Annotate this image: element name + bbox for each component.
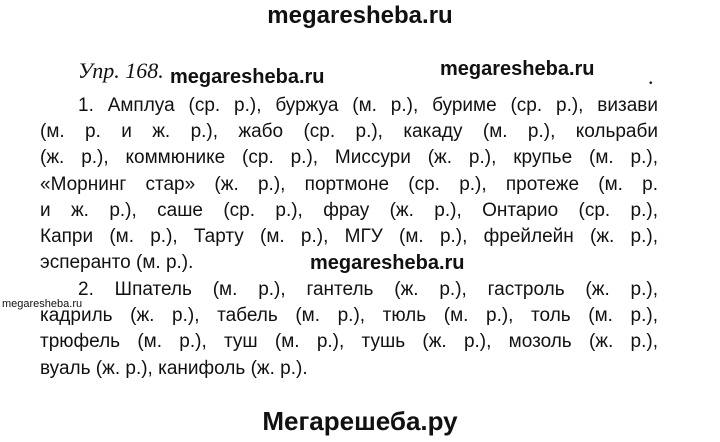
exercise-heading: Упр. 168. (78, 58, 164, 83)
text-line-6: Капри (м. р.), Тарту (м. р.), МГУ (м. р.), фрейлейн (ж. р.), (40, 226, 658, 247)
watermark-inline-a: megaresheba.ru (170, 66, 325, 88)
text-line-4: «Морнинг стар» (ж. р.), портмоне (ср. р.), протеже (м. р. (40, 174, 658, 195)
watermark-inline-b: megaresheba.ru (440, 58, 595, 80)
text-line-8: 2. Шпатель (м. р.), гантель (ж. р.), гастроль (ж. р.), (78, 279, 658, 300)
stray-dot: . (648, 64, 654, 89)
text-line-9: кадриль (ж. р.), табель (м. р.), тюль (м. р.), толь (м. р.), (40, 305, 658, 326)
text-line-10: трюфель (м. р.), туш (м. р.), тушь (ж. р.), мозоль (ж. р.), (40, 331, 658, 352)
text-line-11: вуаль (ж. р.), канифоль (ж. р.). (40, 358, 308, 379)
text-line-5: и ж. р.), саше (ср. р.), фрау (ж. р.), Онтарио (ср. р.), (40, 200, 658, 221)
watermark-bottom: Мегарешеба.ру (262, 406, 458, 436)
text-line-1: 1. Амплуа (ср. р.), буржуа (м. р.), буриме (ср. р.), визави (78, 95, 658, 116)
text-line-7: эсперанто (м. р.). (40, 252, 194, 273)
text-line-2: (м. р. и ж. р.), жабо (ср. р.), какаду (м. р.), кольраби (40, 121, 658, 142)
watermark-top: megaresheba.ru (267, 2, 453, 29)
text-line-3: (ж. р.), коммюнике (ср. р.), Миссури (ж. р.), крупье (м. р.), (40, 147, 658, 168)
watermark-small-left: megaresheba.ru (2, 298, 83, 310)
watermark-inline-c: megaresheba.ru (310, 252, 465, 274)
